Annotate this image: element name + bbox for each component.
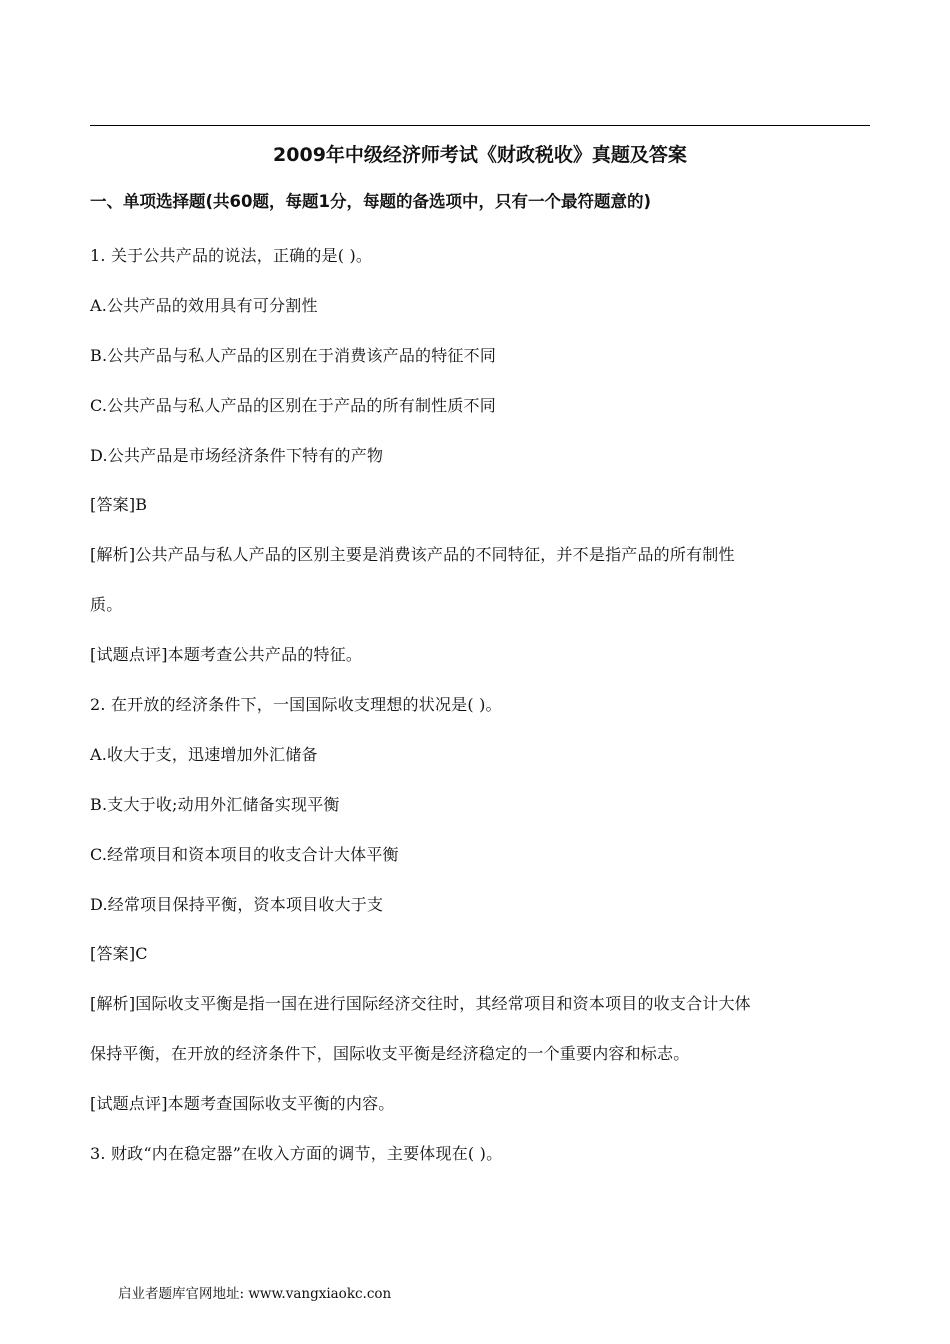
question-1-option-d: D.公共产品是市场经济条件下特有的产物 — [90, 445, 384, 465]
question-1-option-b: B.公共产品与私人产品的区别在于消费该产品的特征不同 — [90, 345, 497, 365]
question-1-comment: [试题点评]本题考查公共产品的特征。 — [90, 645, 363, 665]
question-1-analysis-line-2: 质。 — [90, 595, 123, 615]
section-heading: 一、单项选择题(共60题，每题1分，每题的备选项中，只有一个最符题意的) — [90, 192, 652, 211]
question-list — [90, 231, 875, 1179]
question-2-analysis-line-1: [解析]国际收支平衡是指一国在进行国际经济交往时，其经常项目和资本项目的收支合计大体 — [90, 994, 751, 1014]
question-3-stem: 3. 财政“内在稳定器”在收入方面的调节，主要体现在( )。 — [90, 1144, 503, 1164]
document-title: 2009年中级经济师考试《财政税收》真题及答案 — [273, 144, 687, 166]
question-1-answer: [答案]B — [90, 495, 148, 515]
question-2-stem: 2. 在开放的经济条件下，一国国际收支理想的状况是( )。 — [90, 695, 502, 715]
question-2-answer: [答案]C — [90, 944, 148, 964]
question-1-option-a: A.公共产品的效用具有可分割性 — [90, 295, 318, 315]
footer-website: 启业者题库官网地址: www.vangxiaokc.con — [118, 1286, 392, 1302]
question-2-comment: [试题点评]本题考查国际收支平衡的内容。 — [90, 1094, 395, 1114]
header-rule — [90, 125, 870, 126]
question-2-option-c: C.经常项目和资本项目的收支合计大体平衡 — [90, 844, 399, 864]
question-2-option-b: B.支大于收;动用外汇储备实现平衡 — [90, 794, 340, 814]
question-1-stem: 1. 关于公共产品的说法，正确的是( )。 — [90, 246, 373, 265]
question-2-option-a: A.收大于支，迅速增加外汇储备 — [90, 744, 318, 764]
question-1-option-c: C.公共产品与私人产品的区别在于产品的所有制性质不同 — [90, 395, 496, 415]
question-1-analysis-line-1: [解析]公共产品与私人产品的区别主要是消费该产品的不同特征，并不是指产品的所有制性 — [90, 545, 735, 565]
question-2-analysis-line-2: 保持平衡，在开放的经济条件下，国际收支平衡是经济稳定的一个重要内容和标志。 — [90, 1044, 690, 1064]
question-2-option-d: D.经常项目保持平衡，资本项目收大于支 — [90, 894, 384, 914]
